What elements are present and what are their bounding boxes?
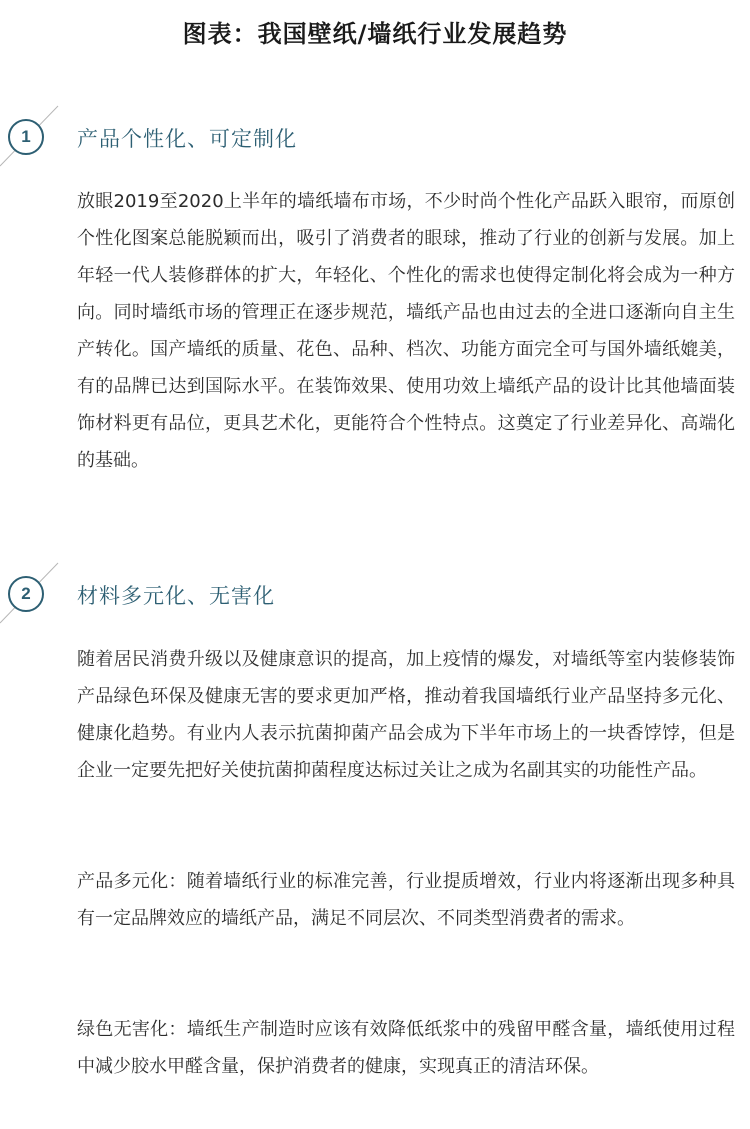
body-paragraph: 绿色无害化：墙纸生产制造时应该有效降低纸浆中的残留甲醛含量，墙纸使用过程中减少胶水甲醛含量，保护消费者的健康，实现真正的清洁环保。	[77, 1019, 735, 1077]
body-paragraph: 随着居民消费升级以及健康意识的提高，加上疫情的爆发，对墙纸等室内装修装饰产品绿色环保及健康无害的要求更加严格，推动着我国墙纸行业产品坚持多元化、健康化趋势。有业内人表示抗菌抑菌产品会成为下半年市场上的一块香饽饽，但是企业一定要先把好关使抗菌抑菌程度达标过关让之成为名副其实的功能性产品。	[77, 649, 735, 781]
section-heading: 产品个性化、可定制化	[77, 127, 297, 151]
body-paragraph: 产品多元化：随着墙纸行业的标准完善，行业提质增效，行业内将逐渐出现多种具有一定品牌效应的墙纸产品，满足不同层次、不同类型消费者的需求。	[77, 871, 735, 929]
section-number-badge: 2	[8, 576, 44, 612]
section-header-1	[0, 104, 750, 174]
page-title: 图表：我国壁纸/墙纸行业发展趋势	[182, 20, 568, 48]
section-header-2	[0, 561, 750, 631]
body-paragraph: 放眼2019至2020上半年的墙纸墙布市场，不少时尚个性化产品跃入眼帘，而原创个性化图案总能脱颖而出，吸引了消费者的眼球，推动了行业的创新与发展。加上年轻一代人装修群体的扩大，年轻化、个性化的需求也使得定制化将会成为一种方向。同时墙纸市场的管理正在逐步规范，墙纸产品也由过去的全进口逐渐向自主生产转化。国产墙纸的质量、花色、品种、档次、功能方面完全可与国外墙纸媲美，有的品牌已达到国际水平。在装饰效果、使用功效上墙纸产品的设计比其他墙面装饰材料更有品位，更具艺术化，更能符合个性特点。这奠定了行业差异化、高端化的基础。	[77, 191, 735, 471]
section-heading: 材料多元化、无害化	[77, 584, 275, 608]
section-number-badge: 1	[8, 119, 44, 155]
